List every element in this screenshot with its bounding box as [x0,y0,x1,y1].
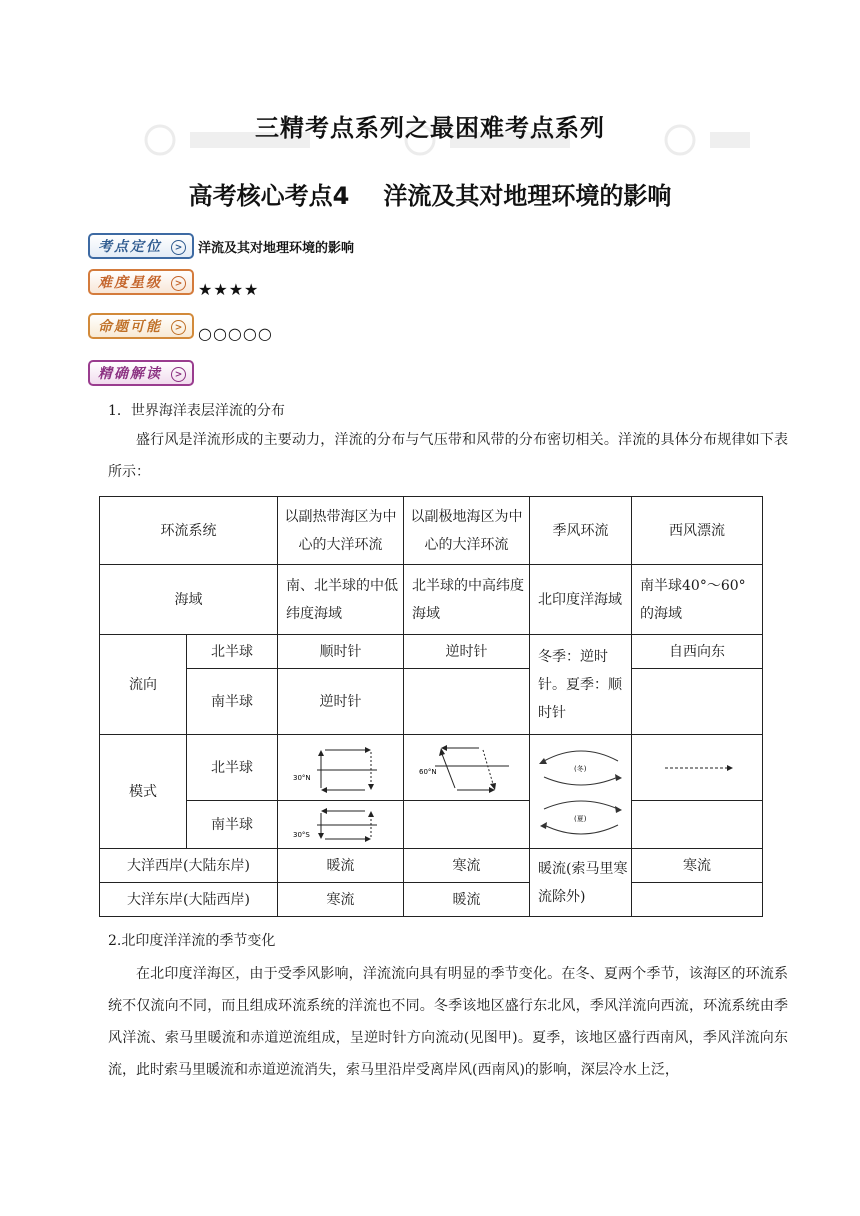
table-header-cell: 以副热带海区为中心的大洋环流 [278,497,404,565]
table-cell [404,735,530,801]
table-cell: 暖流 [278,849,404,883]
section1-paragraph: 盛行风是洋流形成的主要动力，洋流的分布与气压带和风带的分布密切相关。洋流的具体分布规律如下表所示： [108,432,788,480]
lat-label-30n: 30°N [292,773,311,782]
badge-positioning-value: 洋流及其对地理环境的影响 [198,240,355,256]
summer-label: (夏) [573,814,586,823]
table-cell: 寒流 [278,883,404,917]
table-cell: 北半球的中高纬度海域 [404,565,530,635]
table-cell: 顺时针 [278,635,404,669]
table-cell [632,883,763,917]
badge-positioning [88,233,194,259]
table-cell: 逆时针 [404,635,530,669]
page-subtitle [0,176,860,211]
chevron-right-icon: > [171,276,186,291]
table-row [100,635,763,669]
lat-label-60n: 60°N [418,767,437,776]
table-cell: 海域 [100,565,278,635]
table-cell: 北印度洋海域 [530,565,632,635]
table-cell: 南半球 [187,801,278,849]
table-header-cell: 以副极地海区为中心的大洋环流 [404,497,530,565]
table-header-cell: 环流系统 [100,497,278,565]
table-cell [404,801,530,849]
table-cell: 寒流 [404,849,530,883]
badge-row-positioning [88,230,354,262]
table-cell: 大洋东岸(大陆西岸) [100,883,278,917]
table-row [100,565,763,635]
table-cell: 北半球 [187,635,278,669]
difficulty-stars: ★★★★ [198,279,260,299]
gyre-south-counterclockwise-diagram [291,805,391,845]
table-row [100,735,763,801]
table-cell [530,735,632,849]
monsoon-circulation-diagram [536,737,626,847]
table-cell [278,735,404,801]
chevron-right-icon: > [171,367,186,382]
table-header-cell: 季风环流 [530,497,632,565]
table-cell [632,801,763,849]
table-header-cell: 西风漂流 [632,497,763,565]
gyre-counterclockwise-diagram [417,740,517,796]
badge-interpretation [88,360,194,386]
table-row [100,801,763,849]
table-cell: 南半球40°～60°的海域 [632,565,763,635]
table-cell: 自西向东 [632,635,763,669]
badge-likelihood [88,313,194,339]
subtitle-right: 洋流及其对地理环境的影响 [383,182,672,210]
badge-row-likelihood [88,310,273,342]
section2-paragraph: 在北印度洋海区，由于受季风影响，洋流流向具有明显的季节变化。在冬、夏两个季节，该海区的环流系统不仅流向不同，而且组成环流系统的洋流也不同。冬季该地区盛行东北风，季风洋流向西流，环流系统由季风洋流、索马里暖流和赤道逆流组成，呈逆时针方向流动(见图甲)。夏季，该地区盛行西南风，季风洋流向东流，此时索马里暖流和赤道逆流消失，索马里沿岸受离岸风(西南风)的影响，深层冷水上泛， [108,966,788,1078]
table-cell: 南、北半球的中低纬度海域 [278,565,404,635]
table-cell [278,801,404,849]
chevron-right-icon: > [171,320,186,335]
badge-row-interpretation [88,357,194,389]
table-cell [404,669,530,735]
badge-label: 精确解读 [98,366,162,382]
table-cell: 逆时针 [278,669,404,735]
section1-heading: 1．世界海洋表层洋流的分布 [108,403,285,419]
table-cell [632,669,763,735]
page-title: 三精考点系列之最困难考点系列 [255,114,605,142]
gyre-clockwise-diagram [291,740,391,796]
table-row [100,497,763,565]
badge-row-difficulty [88,266,259,298]
table-row [100,883,763,917]
westerly-drift-arrow [647,753,747,783]
table-cell: 模式 [100,735,187,849]
table-cell: 南半球 [187,669,278,735]
table-cell: 暖流(索马里寒流除外) [530,849,632,917]
badge-label: 考点定位 [98,239,162,255]
table-cell: 暖流 [404,883,530,917]
badge-label: 命题可能 [98,319,162,335]
table-row [100,849,763,883]
table-cell: 寒流 [632,849,763,883]
lat-label-30s: 30°S [292,830,310,839]
table-cell: 冬季：逆时针。夏季：顺时针 [530,635,632,735]
table-cell [632,735,763,801]
winter-label: (冬) [573,764,586,773]
table-cell: 大洋西岸(大陆东岸) [100,849,278,883]
ocean-current-table [99,496,763,917]
table-row [100,669,763,735]
badge-label: 难度星级 [98,275,162,291]
table-cell: 北半球 [187,735,278,801]
section2-heading: 2.北印度洋洋流的季节变化 [108,933,276,949]
subtitle-left: 高考核心考点4 [188,182,350,210]
chevron-right-icon: > [171,240,186,255]
badge-difficulty [88,269,194,295]
table-cell: 流向 [100,635,187,735]
likelihood-circles: ○○○○○ [198,323,273,343]
